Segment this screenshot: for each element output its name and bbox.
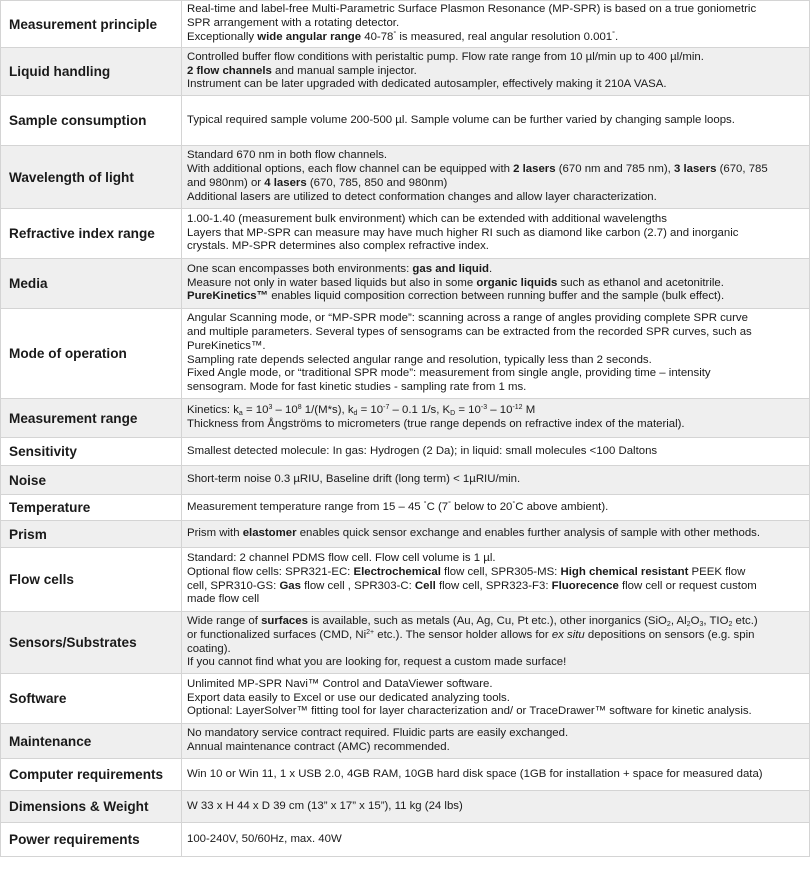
- text-segment: °: [393, 30, 397, 38]
- text-segment: and manual sample injector.: [271, 64, 417, 77]
- spec-value: [182, 521, 810, 548]
- text-segment: 2: [728, 620, 733, 628]
- spec-value-line: [187, 78, 805, 92]
- spec-value-line: [187, 354, 805, 368]
- spec-value-line: [187, 727, 805, 741]
- text-segment: Real-time and label-free Multi-Parametric Surface Plasmon Resonance (MP-SPR) is based on a true goniometric: [187, 3, 757, 16]
- text-segment: Gas: [279, 579, 301, 592]
- text-segment: Annual maintenance contract (AMC) recommended.: [187, 741, 450, 753]
- spec-row: [1, 759, 810, 791]
- spec-label: Prism: [1, 521, 182, 548]
- text-segment: Export data easily to Excel or use our dedicated analyzing tools.: [187, 691, 510, 704]
- text-segment: 3: [699, 620, 704, 628]
- spec-value: [182, 791, 810, 823]
- spec-value: [182, 612, 810, 674]
- text-segment: Win 10 or Win 11, 1 x USB 2.0, 4GB RAM, 10GB hard disk space (1GB for installation + space for measured data): [187, 767, 763, 780]
- spec-value: [182, 96, 810, 146]
- spec-row: [1, 209, 810, 259]
- text-segment: No mandatory service contract required. Fluidic parts are easily exchanged.: [187, 727, 569, 740]
- text-segment: is measured, real angular resolution 0.001: [396, 30, 613, 43]
- text-segment: SPR arrangement with a rotating detector.: [187, 17, 400, 30]
- spec-value-line: [187, 473, 805, 487]
- spec-value-line: [187, 418, 805, 432]
- spec-value: [182, 1, 810, 48]
- spec-label: Computer requirements: [1, 759, 182, 791]
- spec-value-line: [187, 445, 805, 459]
- text-segment: 2: [666, 620, 671, 628]
- text-segment: Fixed Angle mode, or “traditional SPR mode”: measurement from single angle, providing time – intensity: [187, 367, 711, 380]
- spec-row: [1, 259, 810, 309]
- text-segment: such as ethanol and acetonitrile.: [557, 276, 724, 289]
- text-segment: 2: [686, 620, 691, 628]
- spec-value-line: [187, 768, 805, 782]
- spec-value-line: [187, 404, 805, 418]
- text-segment: ex situ: [551, 628, 585, 641]
- spec-value-line: [187, 741, 805, 755]
- spec-value: [182, 48, 810, 96]
- spec-value-line: [187, 177, 805, 191]
- specifications-table-body: [1, 1, 810, 857]
- text-segment: Controlled buffer flow conditions with peristaltic pump. Flow rate range from 10 µl/min up to 400 µl/min.: [187, 50, 704, 63]
- spec-label: Power requirements: [1, 823, 182, 857]
- text-segment: Smallest detected molecule: In gas: Hydrogen (2 Da); in liquid: small molecules <100 Daltons: [187, 444, 658, 457]
- spec-row: [1, 48, 810, 96]
- spec-value-line: [187, 149, 805, 163]
- text-segment: Prism with: [187, 527, 243, 540]
- text-segment: O: [690, 614, 700, 627]
- spec-value: [182, 823, 810, 857]
- text-segment: enables liquid composition correction between running buffer and the sample (bulk effect).: [268, 290, 725, 303]
- text-segment: and 980nm) or: [187, 177, 265, 189]
- text-segment: .: [488, 262, 493, 275]
- text-segment: flow cell , SPR303-C:: [300, 579, 415, 592]
- spec-row: [1, 612, 810, 674]
- spec-row: [1, 146, 810, 209]
- text-segment: °: [423, 500, 427, 508]
- spec-label: Sensitivity: [1, 438, 182, 466]
- spec-value-line: [187, 552, 805, 566]
- text-segment: Standard 670 nm in both flow channels.: [187, 149, 388, 162]
- text-segment: °: [612, 30, 615, 38]
- text-segment: , Al: [670, 614, 687, 627]
- text-segment: Additional lasers are utilized to detect conformation changes and allow layer characterization.: [187, 190, 657, 203]
- spec-row: [1, 1, 810, 48]
- spec-value: [182, 466, 810, 495]
- spec-value: [182, 495, 810, 521]
- text-segment: D: [450, 410, 456, 418]
- text-segment: C above ambient).: [515, 500, 609, 513]
- spec-row: [1, 521, 810, 548]
- text-segment: 4 lasers: [264, 177, 307, 189]
- spec-label: Sensors/Substrates: [1, 612, 182, 674]
- text-segment: organic liquids: [476, 276, 558, 289]
- text-segment: – 10: [487, 404, 513, 417]
- text-segment: crystals. MP-SPR determines also complex refractive index.: [187, 240, 489, 253]
- text-segment: 1/(M*s), k: [301, 404, 354, 417]
- text-segment: Fluorecence: [551, 579, 619, 592]
- text-segment: Wide range of: [187, 614, 262, 627]
- text-segment: sensogram. Mode for fast kinetic studies - sampling rate from 1 ms.: [187, 381, 527, 394]
- text-segment: -12: [512, 404, 523, 412]
- text-segment: = 10: [455, 404, 481, 417]
- text-segment: .: [614, 30, 619, 43]
- text-segment: 8: [297, 404, 302, 412]
- text-segment: (670 nm and 785 nm),: [555, 163, 674, 176]
- text-segment: One scan encompasses both environments:: [187, 262, 413, 275]
- spec-label: Media: [1, 259, 182, 309]
- spec-value-line: [187, 593, 805, 607]
- spec-row: [1, 791, 810, 823]
- spec-value-line: [187, 800, 805, 814]
- text-segment: PEEK flow: [688, 565, 746, 578]
- text-segment: (670, 785: [716, 163, 768, 176]
- spec-value-line: [187, 656, 805, 670]
- spec-value: [182, 399, 810, 438]
- spec-label: Liquid handling: [1, 48, 182, 96]
- text-segment: flow cell, SPR305-MS:: [440, 565, 561, 578]
- text-segment: With additional options, each flow channel can be equipped with: [187, 163, 514, 176]
- text-segment: = 10: [357, 404, 384, 417]
- text-segment: PureKinetics™: [187, 290, 269, 303]
- text-segment: Exceptionally: [187, 30, 258, 43]
- spec-value-line: [187, 191, 805, 205]
- text-segment: 100-240V, 50/60Hz, max. 40W: [187, 832, 342, 845]
- text-segment: is available, such as metals (Au, Ag, Cu, Pt etc.), other inorganics (SiO: [307, 614, 667, 627]
- spec-label: Sample consumption: [1, 96, 182, 146]
- spec-value-line: [187, 326, 805, 340]
- spec-label: Measurement range: [1, 399, 182, 438]
- spec-value-line: [187, 527, 805, 541]
- text-segment: = 10: [242, 404, 269, 417]
- text-segment: °: [448, 500, 451, 508]
- text-segment: or functionalized surfaces (CMD, Ni: [187, 628, 367, 641]
- text-segment: etc.): [732, 614, 758, 627]
- text-segment: °: [512, 500, 516, 508]
- spec-value-line: [187, 692, 805, 706]
- text-segment: below to 20: [450, 500, 513, 513]
- text-segment: made flow cell: [187, 593, 260, 606]
- spec-label: Noise: [1, 466, 182, 495]
- spec-value-line: [187, 277, 805, 291]
- text-segment: 40-78: [361, 30, 394, 43]
- spec-row: [1, 548, 810, 612]
- spec-value-line: [187, 163, 805, 177]
- spec-row: [1, 674, 810, 724]
- text-segment: W 33 x H 44 x D 39 cm (13” x 17” x 15”), 11 kg (24 lbs): [187, 799, 463, 812]
- text-segment: flow cell, SPR323-F3:: [435, 579, 552, 592]
- text-segment: , TIO: [703, 614, 729, 627]
- text-segment: Sampling rate depends selected angular range and resolution, typically less than 2 seconds.: [187, 353, 652, 366]
- text-segment: -3: [480, 404, 488, 412]
- spec-value: [182, 438, 810, 466]
- text-segment: C (7: [426, 500, 449, 513]
- text-segment: If you cannot find what you are looking for, request a custom made surface!: [187, 656, 567, 669]
- text-segment: gas and liquid: [412, 262, 489, 275]
- text-segment: surfaces: [261, 614, 308, 627]
- text-segment: PureKinetics™.: [187, 339, 266, 352]
- spec-value-line: [187, 580, 805, 594]
- text-segment: Typical required sample volume 200-500 µl. Sample volume can be further varied by changing sample loops.: [187, 113, 735, 126]
- text-segment: -7: [383, 404, 390, 412]
- spec-value: [182, 146, 810, 209]
- spec-row: [1, 438, 810, 466]
- text-segment: Measurement temperature range from 15 – 45: [187, 500, 424, 513]
- spec-value-line: [187, 65, 805, 79]
- spec-value-line: [187, 381, 805, 395]
- spec-value-line: [187, 312, 805, 326]
- spec-row: [1, 495, 810, 521]
- spec-label: Wavelength of light: [1, 146, 182, 209]
- spec-row: [1, 309, 810, 399]
- spec-value-line: [187, 240, 805, 254]
- text-segment: Angular Scanning mode, or “MP-SPR mode”: scanning across a range of angles providing complete SPR curve: [187, 312, 748, 325]
- spec-value: [182, 548, 810, 612]
- spec-value-line: [187, 290, 805, 304]
- spec-value-line: [187, 367, 805, 381]
- text-segment: Electrochemical: [353, 565, 441, 578]
- spec-value-line: [187, 227, 805, 241]
- spec-value-line: [187, 643, 805, 657]
- spec-label: Maintenance: [1, 724, 182, 759]
- spec-value-line: [187, 615, 805, 629]
- text-segment: Unlimited MP-SPR Navi™ Control and DataViewer software.: [187, 677, 493, 690]
- text-segment: wide angular range: [257, 30, 362, 43]
- spec-value: [182, 759, 810, 791]
- text-segment: Optional flow cells: SPR321-EC:: [187, 565, 354, 578]
- text-segment: Instrument can be later upgraded with dedicated autosampler, effectively making it 210A VASA.: [187, 78, 667, 91]
- text-segment: 2+: [366, 628, 375, 636]
- spec-row: [1, 823, 810, 857]
- text-segment: High chemical resistant: [560, 565, 689, 578]
- spec-row: [1, 399, 810, 438]
- spec-value-line: [187, 705, 805, 719]
- spec-value: [182, 724, 810, 759]
- text-segment: M: [522, 404, 536, 417]
- text-segment: Thickness from Ångströms to micrometers (true range depends on refractive index of the material).: [187, 418, 685, 430]
- text-segment: 2 lasers: [513, 163, 556, 176]
- text-segment: Measure not only in water based liquids but also in some: [187, 276, 477, 289]
- text-segment: d: [353, 410, 358, 418]
- spec-value-line: [187, 566, 805, 580]
- spec-row: [1, 724, 810, 759]
- spec-label: Mode of operation: [1, 309, 182, 399]
- text-segment: cell, SPR310-GS:: [187, 579, 280, 592]
- spec-value-line: [187, 3, 805, 17]
- spec-value-line: [187, 114, 805, 128]
- text-segment: (670, 785, 850 and 980nm): [306, 177, 448, 189]
- text-segment: 3: [268, 404, 273, 412]
- text-segment: Standard: 2 channel PDMS flow cell. Flow cell volume is 1 µl.: [187, 551, 496, 564]
- text-segment: etc.). The sensor holder allows for: [374, 628, 552, 641]
- spec-label: Refractive index range: [1, 209, 182, 259]
- text-segment: depositions on sensors (e.g. spin: [584, 628, 755, 641]
- spec-value: [182, 209, 810, 259]
- text-segment: – 10: [272, 404, 298, 417]
- spec-value-line: [187, 629, 805, 643]
- text-segment: and multiple parameters. Several types of sensograms can be extracted from the recorded SPR curves, such as: [187, 325, 752, 338]
- text-segment: 2 flow channels: [187, 64, 272, 77]
- text-segment: Short-term noise 0.3 µRIU, Baseline drift (long term) < 1µRIU/min.: [187, 473, 521, 486]
- spec-label: Software: [1, 674, 182, 724]
- spec-value-line: [187, 678, 805, 692]
- spec-value-line: [187, 17, 805, 31]
- text-segment: 3 lasers: [673, 163, 717, 176]
- spec-value-line: [187, 213, 805, 227]
- spec-label: Temperature: [1, 495, 182, 521]
- spec-value-line: [187, 51, 805, 65]
- text-segment: Kinetics: k: [187, 404, 239, 417]
- text-segment: coating).: [187, 642, 231, 655]
- text-segment: Cell: [414, 579, 436, 592]
- text-segment: enables quick sensor exchange and enables further analysis of sample with other methods.: [296, 527, 761, 540]
- spec-row: [1, 96, 810, 146]
- text-segment: elastomer: [242, 527, 297, 540]
- text-segment: – 0.1 1/s, K: [389, 404, 451, 417]
- spec-label: Dimensions & Weight: [1, 791, 182, 823]
- text-segment: a: [238, 410, 243, 418]
- spec-value-line: [187, 263, 805, 277]
- spec-row: [1, 466, 810, 495]
- spec-value-line: [187, 340, 805, 354]
- text-segment: 1.00-1.40 (measurement bulk environment) which can be extended with additional wavelengths: [187, 212, 667, 225]
- spec-value-line: [187, 31, 805, 45]
- spec-value: [182, 674, 810, 724]
- spec-value-line: [187, 833, 805, 847]
- spec-value: [182, 259, 810, 309]
- spec-value-line: [187, 501, 805, 515]
- spec-label: Flow cells: [1, 548, 182, 612]
- spec-value: [182, 309, 810, 399]
- text-segment: flow cell or request custom: [618, 579, 757, 592]
- text-segment: Layers that MP-SPR can measure may have much higher RI such as diamond like carbon (2.7) and inorganic: [187, 226, 739, 239]
- text-segment: Optional: LayerSolver™ fitting tool for layer characterization and/ or TraceDrawer™ software for kinetic analysis.: [187, 705, 752, 718]
- spec-label: Measurement principle: [1, 1, 182, 48]
